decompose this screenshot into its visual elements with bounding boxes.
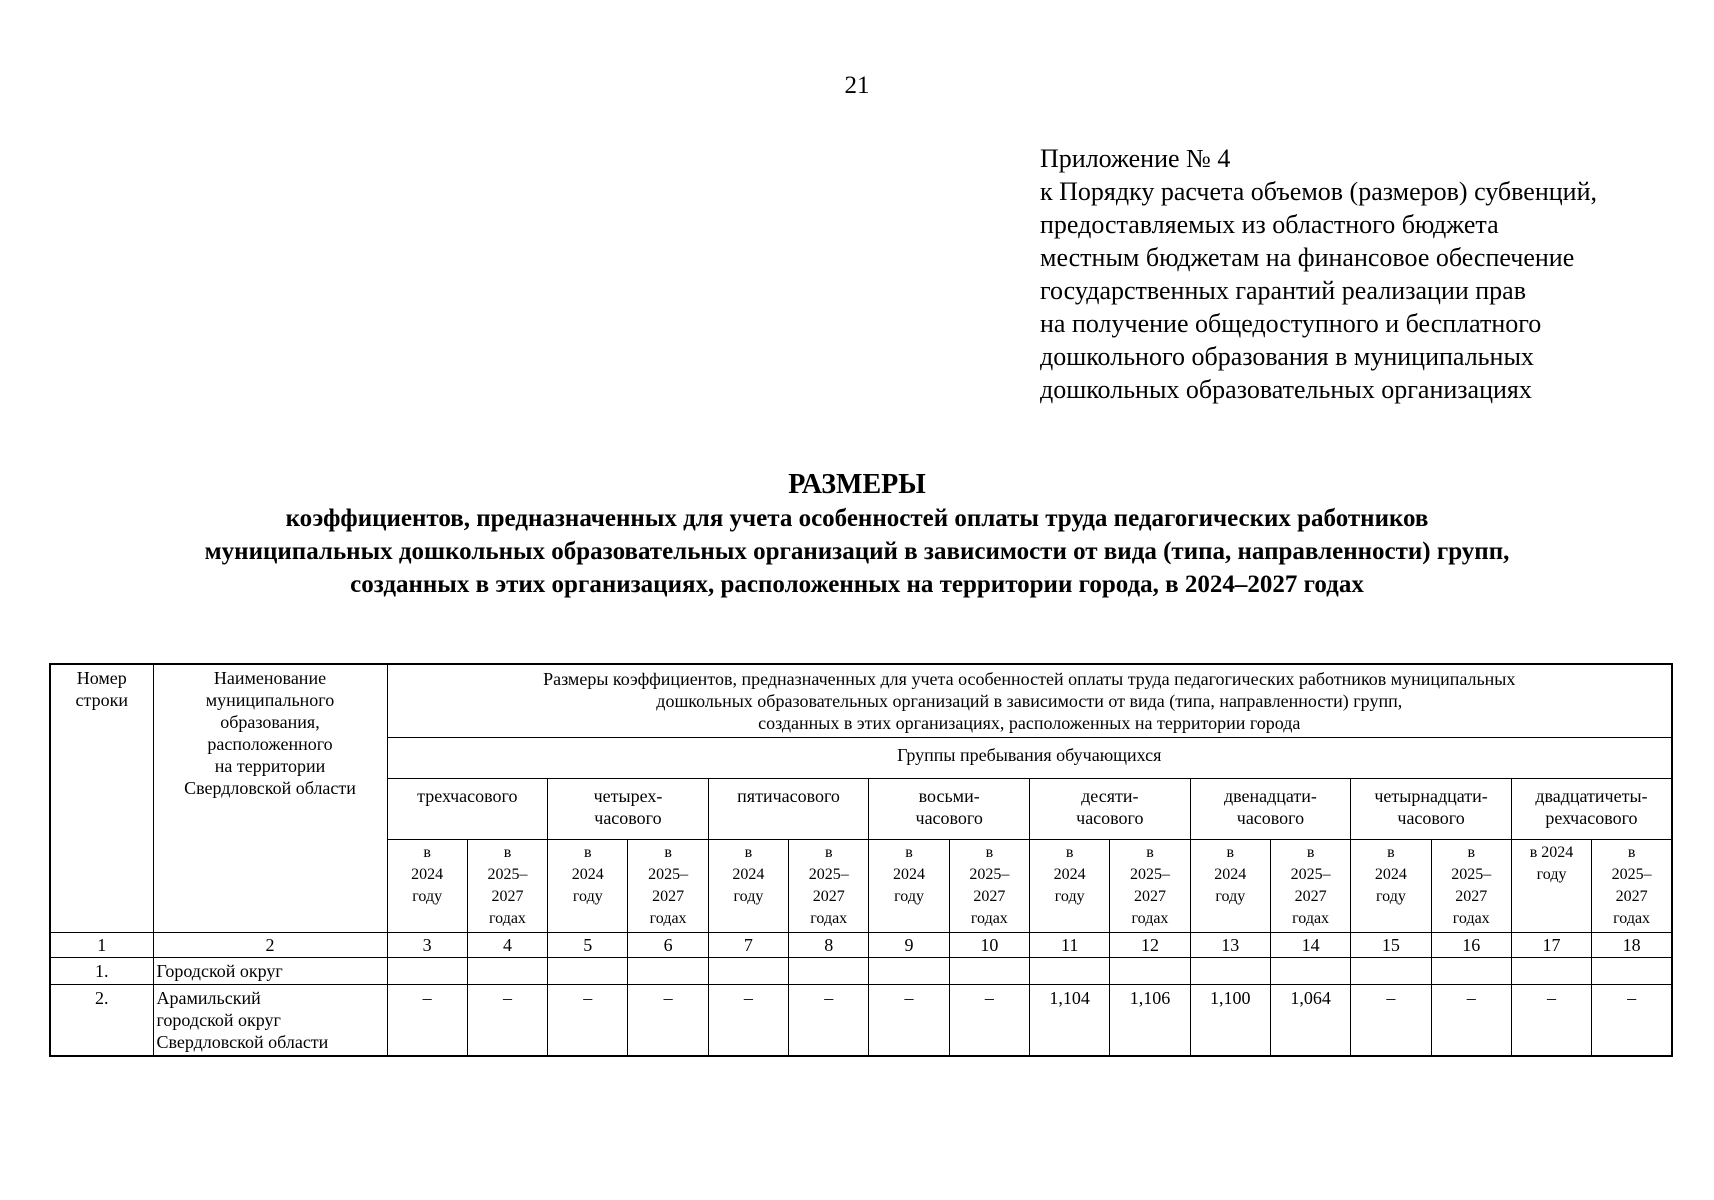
group-header (869, 779, 1030, 840)
year-header (1270, 840, 1350, 933)
coefficient-value: – (1351, 985, 1431, 1057)
name-line: Арамильский (156, 988, 261, 1008)
column-number: 12 (1110, 933, 1190, 958)
text-line: дошкольных образовательных организаций в зависимости от вида (типа, направленности) групп, (656, 691, 1403, 711)
year-header (949, 840, 1029, 933)
coefficient-value (467, 958, 547, 985)
text-line: в 2024 (1529, 844, 1574, 861)
table-row (50, 958, 1672, 985)
text-line: в (664, 844, 672, 861)
text-line: году (412, 888, 443, 905)
column-number: 5 (548, 933, 628, 958)
column-number: 7 (708, 933, 788, 958)
text-line: 2025– (1129, 866, 1170, 883)
column-number: 17 (1511, 933, 1591, 958)
text-line: Наименование (213, 668, 327, 688)
coefficient-value: – (789, 985, 869, 1057)
group-header (1511, 779, 1672, 840)
text-line: часового (915, 808, 983, 828)
year-header (548, 840, 628, 933)
text-line: 2027 (491, 888, 524, 905)
text-line: муниципального (205, 690, 335, 710)
coefficient-value (708, 958, 788, 985)
municipality-name (153, 958, 387, 985)
text-line: рехчасового (1545, 808, 1638, 828)
coefficient-value: – (1511, 985, 1591, 1057)
text-line: 2025– (1611, 866, 1652, 883)
coefficient-value: 1,100 (1190, 985, 1270, 1057)
title-line: коэффициентов, предназначенных для учета особенностей оплаты труда педагогических работников (285, 505, 1429, 532)
text-line: Свердловской области (184, 778, 356, 798)
coefficient-value: – (869, 985, 949, 1057)
header-row (50, 664, 1672, 738)
header-row-number (50, 664, 153, 933)
text-line: четырех- (593, 786, 663, 806)
text-line: 2025– (969, 866, 1010, 883)
text-line: годах (1131, 910, 1169, 927)
year-header (1431, 840, 1511, 933)
coefficients-table (49, 663, 1673, 1057)
text-line: в (1387, 844, 1395, 861)
text-line: 2025– (1290, 866, 1331, 883)
text-line: году (1215, 888, 1246, 905)
year-header (1110, 840, 1190, 933)
text-line: 2025– (1451, 866, 1492, 883)
coefficient-value: 1,064 (1270, 985, 1350, 1057)
column-number: 13 (1190, 933, 1270, 958)
group-header (708, 779, 869, 840)
text-line: 2027 (1133, 888, 1166, 905)
coefficient-value (1592, 958, 1672, 985)
name-line: городской округ (156, 1010, 281, 1030)
name-line: Свердловской области (156, 1032, 329, 1052)
text-line: 2027 (812, 888, 845, 905)
column-number: 11 (1030, 933, 1110, 958)
appendix-line: дошкольного образования в муниципальных (1040, 342, 1534, 371)
coefficient-value: – (1431, 985, 1511, 1057)
text-line: годах (1452, 910, 1490, 927)
text-line: созданных в этих организациях, расположенных на территории города (758, 713, 1301, 733)
coefficient-value (789, 958, 869, 985)
coefficient-value: – (548, 985, 628, 1057)
coefficient-value (1110, 958, 1190, 985)
municipality-name (153, 985, 387, 1057)
column-numbers-row (50, 933, 1672, 958)
text-line: годах (488, 910, 526, 927)
coefficient-value: – (387, 985, 467, 1057)
text-line: 2025– (487, 866, 528, 883)
text-line: в (1627, 844, 1636, 861)
column-number: 2 (153, 933, 387, 958)
year-header (869, 840, 949, 933)
text-line: 2024 (893, 866, 926, 883)
column-number: 16 (1431, 933, 1511, 958)
appendix-line: дошкольных образовательных организациях (1040, 375, 1532, 404)
coefficient-value: – (1592, 985, 1672, 1057)
text-line: десяти- (1081, 786, 1139, 806)
appendix-note (1040, 142, 1680, 406)
row-number: 1. (50, 958, 153, 985)
text-line: годах (1613, 910, 1651, 927)
appendix-line: к Порядку расчета объемов (размеров) субвенций, (1040, 177, 1597, 206)
text-line: 2025– (808, 866, 849, 883)
coefficient-value (1351, 958, 1431, 985)
text-line: годах (970, 910, 1008, 927)
text-line: в (584, 844, 592, 861)
text-line: 2024 (1374, 866, 1407, 883)
appendix-line: местным бюджетам на финансовое обеспечение (1040, 243, 1575, 272)
group-header (1190, 779, 1351, 840)
year-header (789, 840, 869, 933)
coefficient-value: – (708, 985, 788, 1057)
coefficient-value (1190, 958, 1270, 985)
coefficient-value: 1,104 (1030, 985, 1110, 1057)
text-line: годах (649, 910, 687, 927)
text-line: восьми- (918, 786, 980, 806)
year-header (1351, 840, 1431, 933)
year-header (467, 840, 547, 933)
text-line: 2027 (973, 888, 1006, 905)
coefficient-value: 1,106 (1110, 985, 1190, 1057)
group-header (1030, 779, 1191, 840)
text-line: четырнадцати- (1374, 786, 1488, 806)
year-header (1511, 840, 1591, 933)
text-line: трехчасового (417, 786, 518, 806)
text-line: годах (810, 910, 848, 927)
text-line: в (1306, 844, 1315, 861)
text-line: образования, (220, 712, 320, 732)
text-line: 2027 (1615, 888, 1648, 905)
text-line: в (744, 844, 753, 861)
column-number: 14 (1270, 933, 1350, 958)
text-line: 2027 (1455, 888, 1488, 905)
coefficient-value (949, 958, 1029, 985)
text-line: 2024 (1053, 866, 1086, 883)
group-header (387, 779, 548, 840)
appendix-line: Приложение № 4 (1040, 144, 1231, 173)
column-number: 1 (50, 933, 153, 958)
column-number: 4 (467, 933, 547, 958)
group-header (548, 779, 709, 840)
title-line: созданных в этих организациях, расположенных на территории города, в 2024–2027 годах (350, 571, 1364, 598)
text-line: в (905, 844, 913, 861)
text-line: пятичасового (737, 786, 840, 806)
title-main: РАЗМЕРЫ (788, 469, 926, 500)
text-line: двадцатичеты- (1535, 786, 1648, 806)
coefficient-value (548, 958, 628, 985)
year-header (1190, 840, 1270, 933)
year-header (387, 840, 467, 933)
coefficient-value (869, 958, 949, 985)
column-number: 3 (387, 933, 467, 958)
text-line: 2024 (411, 866, 444, 883)
coefficient-value (1431, 958, 1511, 985)
text-line: в (1065, 844, 1074, 861)
text-line: году (1375, 888, 1406, 905)
text-line: часового (594, 808, 662, 828)
text-line: часового (1076, 808, 1144, 828)
text-line: 2024 (571, 866, 604, 883)
text-line: 2024 (1214, 866, 1247, 883)
text-line: в (423, 844, 431, 861)
table-row (50, 985, 1672, 1057)
text-line: в (1226, 844, 1235, 861)
text-line: двенадцати- (1223, 786, 1317, 806)
column-number: 18 (1592, 933, 1672, 958)
column-number: 8 (789, 933, 869, 958)
appendix-line: на получение общедоступного и бесплатного (1040, 309, 1542, 338)
text-line: часового (1236, 808, 1305, 828)
text-line: году (894, 888, 924, 905)
text-line: строки (75, 690, 128, 710)
text-line: 2024 (732, 866, 765, 883)
group-header (1351, 779, 1512, 840)
text-line: Номер (76, 668, 127, 688)
year-header (1592, 840, 1672, 933)
appendix-line: государственных гарантий реализации прав (1040, 276, 1527, 305)
text-line: 2027 (652, 888, 685, 905)
text-line: 2025– (648, 866, 689, 883)
column-number: 15 (1351, 933, 1431, 958)
title-line: муниципальных дошкольных образовательных организаций в зависимости от вида (типа, направленности) групп, (204, 538, 1510, 565)
year-header (1030, 840, 1110, 933)
title-subtitle (0, 502, 1714, 601)
text-line: годах (1292, 910, 1330, 927)
coefficient-value: – (467, 985, 547, 1057)
coefficient-value: – (628, 985, 708, 1057)
year-header (708, 840, 788, 933)
text-line: году (1536, 866, 1567, 883)
coefficient-value: – (949, 985, 1029, 1057)
text-line: году (733, 888, 764, 905)
header-municipality (153, 664, 387, 933)
coefficient-value (387, 958, 467, 985)
text-line: в (503, 844, 512, 861)
text-line: в (1467, 844, 1475, 861)
appendix-line: предоставляемых из областного бюджета (1040, 210, 1499, 239)
text-line: году (1054, 888, 1085, 905)
coefficient-value (1030, 958, 1110, 985)
coefficient-value (1511, 958, 1591, 985)
text-line: 2027 (1294, 888, 1327, 905)
column-number: 9 (869, 933, 949, 958)
header-groups: Группы пребывания обучающихся (387, 738, 1672, 779)
header-coefficients (387, 664, 1672, 738)
row-number: 2. (50, 985, 153, 1057)
column-number: 6 (628, 933, 708, 958)
coefficient-value (1270, 958, 1350, 985)
text-line: в (985, 844, 994, 861)
text-line: году (572, 888, 603, 905)
text-line: расположенного (207, 734, 333, 754)
year-header (628, 840, 708, 933)
text-line: на территории (214, 756, 326, 776)
text-line: в (824, 844, 833, 861)
coefficient-value (628, 958, 708, 985)
name-line: Городской округ (156, 961, 283, 981)
column-number: 10 (949, 933, 1029, 958)
text-line: в (1146, 844, 1154, 861)
text-line: часового (1397, 808, 1465, 828)
text-line: Размеры коэффициентов, предназначенных для учета особенностей оплаты труда педагогических работников муниципальных (543, 669, 1516, 689)
page-number: 21 (844, 72, 870, 99)
document-title (0, 468, 1714, 601)
